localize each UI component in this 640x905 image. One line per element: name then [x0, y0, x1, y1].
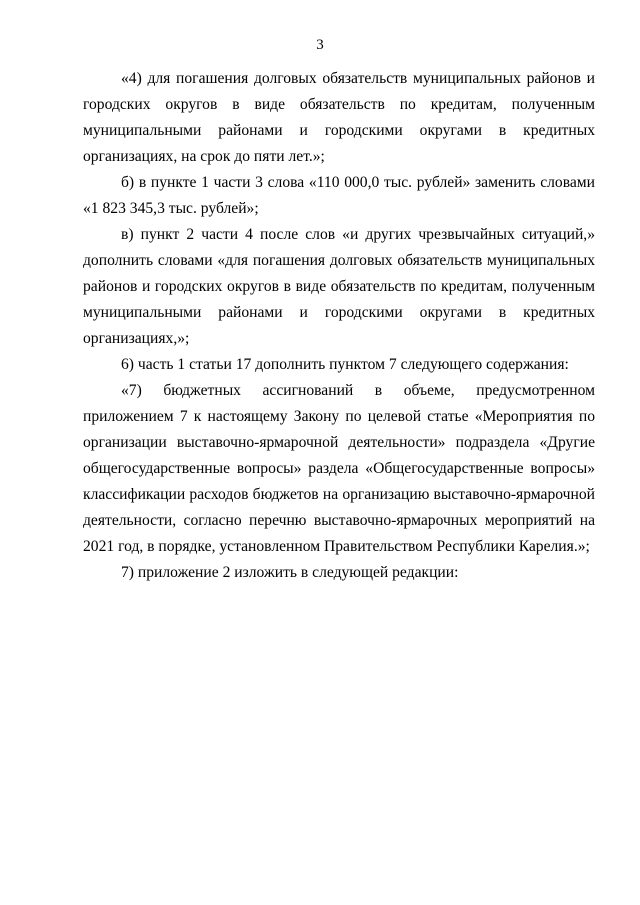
- paragraph-subpoint-b: б) в пункте 1 части 3 слова «110 000,0 тыс. рублей» заменить словами «1 823 345,3 тыс. рублей»;: [83, 174, 595, 217]
- paragraph-subpoint-v: в) пункт 2 части 4 после слов «и других чрезвычайных ситуаций,» дополнить словами «для погашения долговых обязательств муниципальных районов и городских округов в виде обязательств по кредитам, полученным муниципальными районами и городскими округами в кредитных организациях,»;: [83, 226, 595, 347]
- paragraph-item-7-amendment: «7) бюджетных ассигнований в объеме, предусмотренном приложением 7 к настоящему Закону по целевой статье «Мероприятия по организации выставочно-ярмарочной деятельности» подраздела «Другие общегосударственные вопросы» раздела «Общегосударственные вопросы» классификации расходов бюджетов на организацию выставочно-ярмарочной деятельности, согласно перечню выставочно-ярмарочных мероприятий на 2021 год, в порядке, установленном Правительством Республики Карелия.»;: [83, 382, 595, 555]
- page-number: 3: [316, 37, 324, 53]
- paragraph-point-7: 7) приложение 2 изложить в следующей редакции:: [121, 564, 459, 581]
- paragraph-point-6: 6) часть 1 статьи 17 дополнить пунктом 7 следующего содержания:: [121, 356, 569, 373]
- paragraph-item-4-amendment: «4) для погашения долговых обязательств муниципальных районов и городских округов в виде обязательств по кредитам, полученным муниципальными районами и городскими округами в кредитных организациях, на срок до пяти лет.»;: [83, 70, 595, 165]
- document-body: [83, 66, 595, 586]
